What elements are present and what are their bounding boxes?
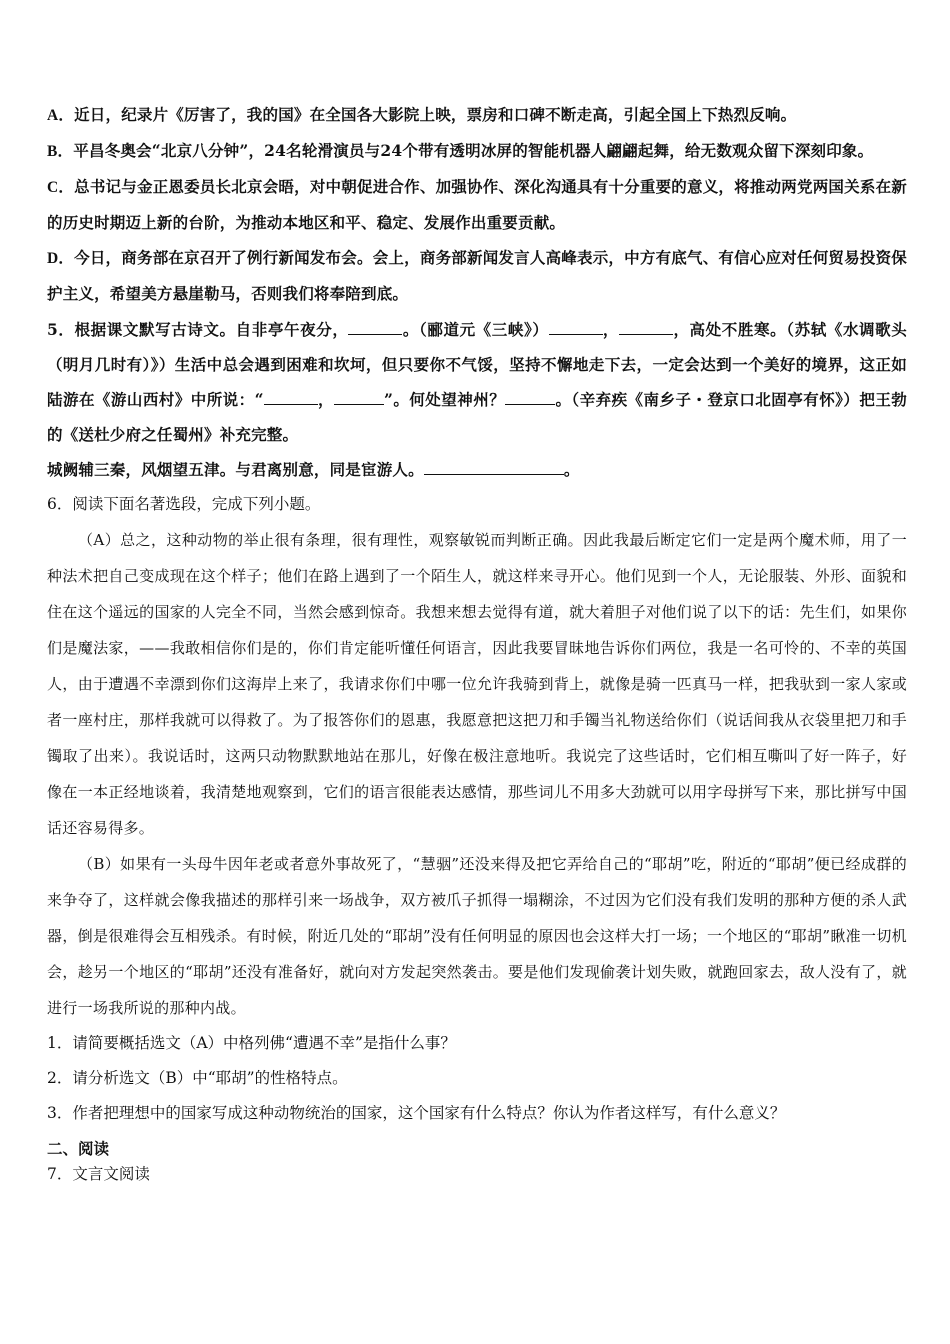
passage-b: （B）如果有一头母牛因年老或者意外事故死了，“慧骃”还没来得及把它弄给自己的“耶胡”吃，附近的“耶胡”便已经成群的来争夺了，这样就会像我描述的那样引来一场战争，双方被爪子抓得一塌糊涂，不过因为它们没有我们发明的那种方便的杀人武器，倒是很难得会互相残杀。有时候，附近几处的“耶胡”没有任何明显的原因也会这样大打一场；一个地区的“耶胡”瞅准一切机会，趁另一个地区的“耶胡”还没有准备好，就向对方发起突然袭击。要是他们发现偷袭计划失败，就跑回家去，敌人没有了，就进行一场我所说的那种内战。 [47, 855, 907, 1017]
option-b: B．平昌冬奥会“北京八分钟”，24名轮滑演员与24个带有透明冰屏的智能机器人翩翩起舞，给无数观众留下深刻印象。 [47, 141, 874, 160]
sub-question-2: 2．请分析选文（B）中“耶胡”的性格特点。 [47, 1069, 348, 1087]
option-a: A．近日，纪录片《厉害了，我的国》在全国各大影院上映，票房和口碑不断走高，引起全国上下热烈反响。 [47, 105, 797, 124]
answer-blank[interactable] [549, 319, 603, 335]
answer-blank[interactable] [334, 389, 384, 405]
answer-blank[interactable] [348, 319, 402, 335]
sub-question-3: 3．作者把理想中的国家写成这种动物统治的国家，这个国家有什么特点？你认为作者这样写，有什么意义？ [47, 1104, 786, 1122]
question-7: 7．文言文阅读 [47, 1165, 150, 1183]
document-page [47, 97, 907, 1187]
sub-question-1: 1．请简要概括选文（A）中格列佛“遭遇不幸”是指什么事？ [47, 1034, 456, 1052]
passage-a: （A）总之，这种动物的举止很有条理，很有理性，观察敏锐而判断正确。因此我最后断定它们一定是两个魔术师，用了一种法术把自己变成现在这个样子；他们在路上遇到了一个陌生人，就这样来寻开心。他们见到一个人，无论服装、外形、面貌和住在这个遥远的国家的人完全不同，当然会感到惊奇。我想来想去觉得有道，就大着胆子对他们说了以下的话：先生们，如果你们是魔法家，——我敢相信你们是的，你们肯定能听懂任何语言，因此我要冒昧地告诉你们两位，我是一名可怜的、不幸的英国人，由于遭遇不幸漂到你们这海岸上来了，我请求你们中哪一位允许我骑到背上，就像是骑一匹真马一样，把我驮到一家人家或者一座村庄，那样我就可以得救了。为了报答你们的恩惠，我愿意把这把刀和手镯当礼物送给你们（说话间我从衣袋里把刀和手镯取了出来）。我说话时，这两只动物默默地站在那儿，好像在极注意地听。我说完了这些话时，它们相互嘶叫了好一阵子，好像在一本正经地谈着，我清楚地观察到，它们的语言很能表达感情，那些词儿不用多大劲就可以用字母拼写下来，那比拼写中国话还容易得多。 [47, 531, 907, 837]
question-5-poem: 城阙辅三秦，风烟望五津。与君离别意，同是宦游人。 。 [47, 460, 580, 479]
section-title: 二、阅读 [47, 1139, 110, 1158]
answer-blank[interactable] [424, 459, 564, 475]
option-d: D．今日，商务部在京召开了例行新闻发布会。会上，商务部新闻发言人高峰表示，中方有底气、有信心应对任何贸易投资保护主义，希望美方悬崖勒马，否则我们将奉陪到底。 [47, 248, 907, 303]
option-c: C．总书记与金正恩委员长北京会晤，对中朝促进合作、加强协作、深化沟通具有十分重要的意义，将推动两党两国关系在新的历史时期迈上新的台阶，为推动本地区和平、稳定、发展作出重要贡献。 [47, 177, 907, 232]
question-6-intro: 6．阅读下面名著选段，完成下列小题。 [47, 495, 321, 513]
answer-blank[interactable] [619, 319, 673, 335]
question-5: 5．根据课文默写古诗文。自非亭午夜分， 。（郦道元《三峡》） ， ，高处不胜寒。（苏轼《水调歌头（明月几时有）》）生活中总会遇到困难和坎坷，但只要你不气馁，坚持不懈地走下去，一定会达到一个美好的境界，这正如陆游在《游山西村》中所说：“ ， ”。何处望神州？ 。（辛弃疾《南乡子・登京口北固亭有怀》）把王勃的《送杜少府之任蜀州》补充完整。 [47, 320, 907, 444]
answer-blank[interactable] [264, 389, 318, 405]
answer-blank[interactable] [505, 389, 555, 405]
